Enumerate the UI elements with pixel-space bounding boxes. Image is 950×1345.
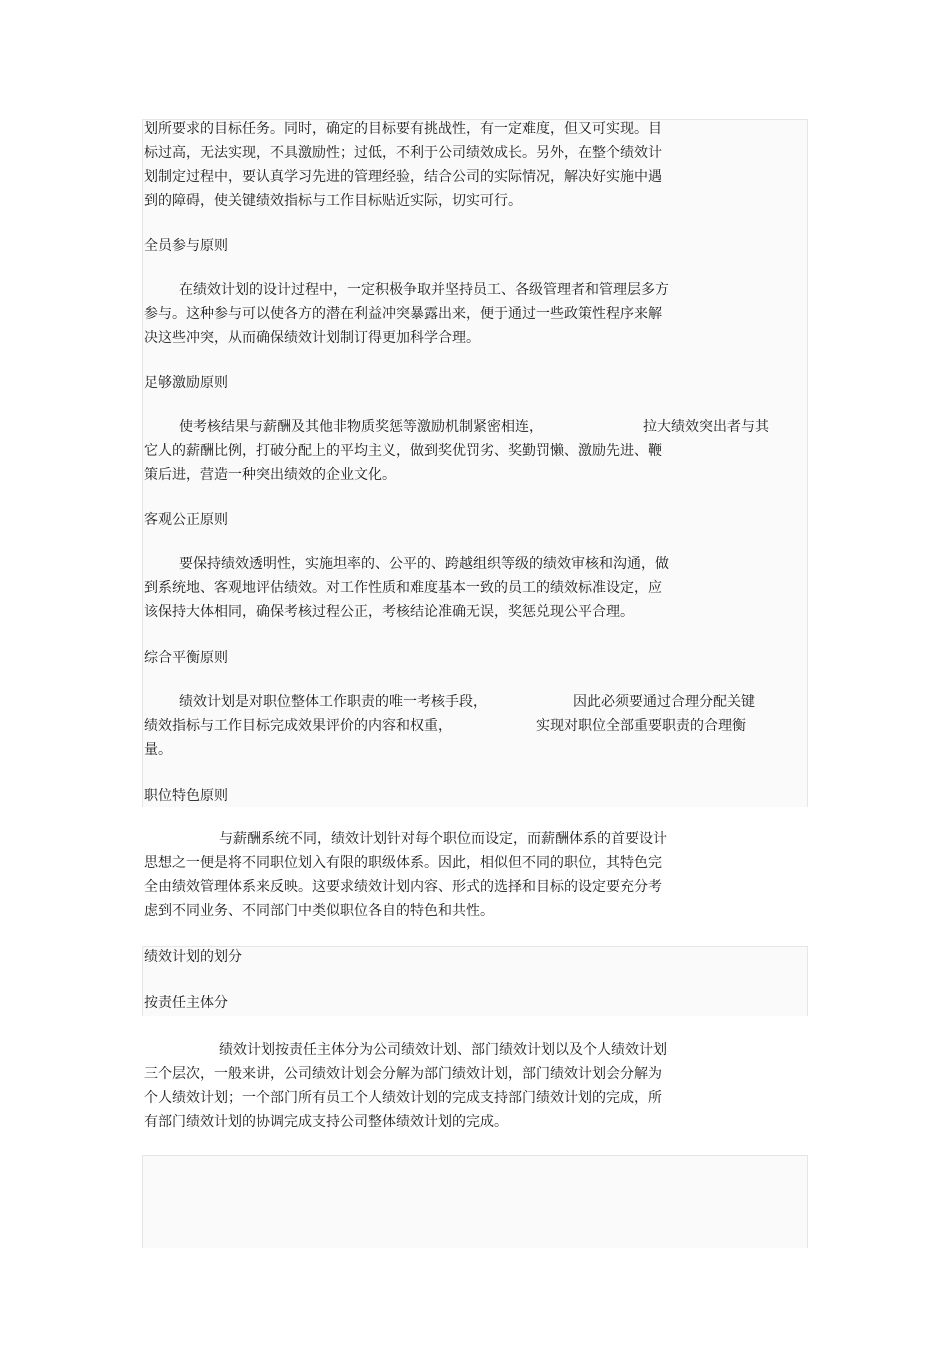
paragraph-line: 绩效计划按责任主体分为公司绩效计划、部门绩效计划以及个人绩效计划 <box>219 1042 667 1058</box>
paragraph-line: 到的障碍，使关键绩效指标与工作目标贴近实际，切实可行。 <box>144 193 522 209</box>
section-heading: 全员参与原则 <box>144 238 228 254</box>
paragraph-line: 因此必须要通过合理分配关键 <box>573 694 755 710</box>
section-heading: 职位特色原则 <box>144 788 228 804</box>
paragraph-line: 拉大绩效突出者与其 <box>643 419 769 435</box>
paragraph-line: 在绩效计划的设计过程中，一定积极争取并坚持员工、各级管理者和管理层多方 <box>179 282 669 298</box>
section-heading: 绩效计划的划分 <box>144 949 242 965</box>
paragraph-line: 有部门绩效计划的协调完成支持公司整体绩效计划的完成。 <box>144 1114 508 1130</box>
section-heading: 客观公正原则 <box>144 512 228 528</box>
section-heading: 足够激励原则 <box>144 375 228 391</box>
paragraph-line: 该保持大体相同，确保考核过程公正，考核结论准确无误，奖惩兑现公平合理。 <box>144 604 634 620</box>
paragraph-line: 思想之一便是将不同职位划入有限的职级体系。因此，相似但不同的职位，其特色完 <box>144 855 662 871</box>
paragraph-line: 量。 <box>144 742 172 758</box>
content-panel-3 <box>142 1155 808 1248</box>
paragraph-line: 与薪酬系统不同，绩效计划针对每个职位而设定，而薪酬体系的首要设计 <box>219 831 667 847</box>
paragraph-line: 参与。这种参与可以使各方的潜在利益冲突暴露出来，便于通过一些政策性程序来解 <box>144 306 662 322</box>
paragraph-line: 要保持绩效透明性，实施坦率的、公平的、跨越组织等级的绩效审核和沟通，做 <box>179 556 669 572</box>
subsection-heading: 按责任主体分 <box>144 995 228 1011</box>
paragraph-line: 绩效计划是对职位整体工作职责的唯一考核手段， <box>179 694 487 710</box>
paragraph-line: 到系统地、客观地评估绩效。对工作性质和难度基本一致的员工的绩效标准设定，应 <box>144 580 662 596</box>
paragraph-line: 标过高，无法实现，不具激励性；过低，不利于公司绩效成长。另外，在整个绩效计 <box>144 145 662 161</box>
paragraph-line: 个人绩效计划；一个部门所有员工个人绩效计划的完成支持部门绩效计划的完成，所 <box>144 1090 662 1106</box>
paragraph-line: 实现对职位全部重要职责的合理衡 <box>536 718 746 734</box>
paragraph-line: 它人的薪酬比例，打破分配上的平均主义，做到奖优罚劣、奖勤罚懒、激励先进、鞭 <box>144 443 662 459</box>
paragraph-line: 决这些冲突，从而确保绩效计划制订得更加科学合理。 <box>144 330 480 346</box>
paragraph-line: 使考核结果与薪酬及其他非物质奖惩等激励机制紧密相连， <box>179 419 543 435</box>
paragraph-line: 划制定过程中，要认真学习先进的管理经验，结合公司的实际情况，解决好实施中遇 <box>144 169 662 185</box>
paragraph-line: 三个层次，一般来讲，公司绩效计划会分解为部门绩效计划，部门绩效计划会分解为 <box>144 1066 662 1082</box>
paragraph-line: 策后进，营造一种突出绩效的企业文化。 <box>144 467 396 483</box>
paragraph-line: 绩效指标与工作目标完成效果评价的内容和权重， <box>144 718 452 734</box>
paragraph-line: 划所要求的目标任务。同时，确定的目标要有挑战性，有一定难度，但又可实现。目 <box>144 121 662 137</box>
section-heading: 综合平衡原则 <box>144 650 228 666</box>
paragraph-line: 虑到不同业务、不同部门中类似职位各自的特色和共性。 <box>144 903 494 919</box>
paragraph-line: 全由绩效管理体系来反映。这要求绩效计划内容、形式的选择和目标的设定要充分考 <box>144 879 662 895</box>
